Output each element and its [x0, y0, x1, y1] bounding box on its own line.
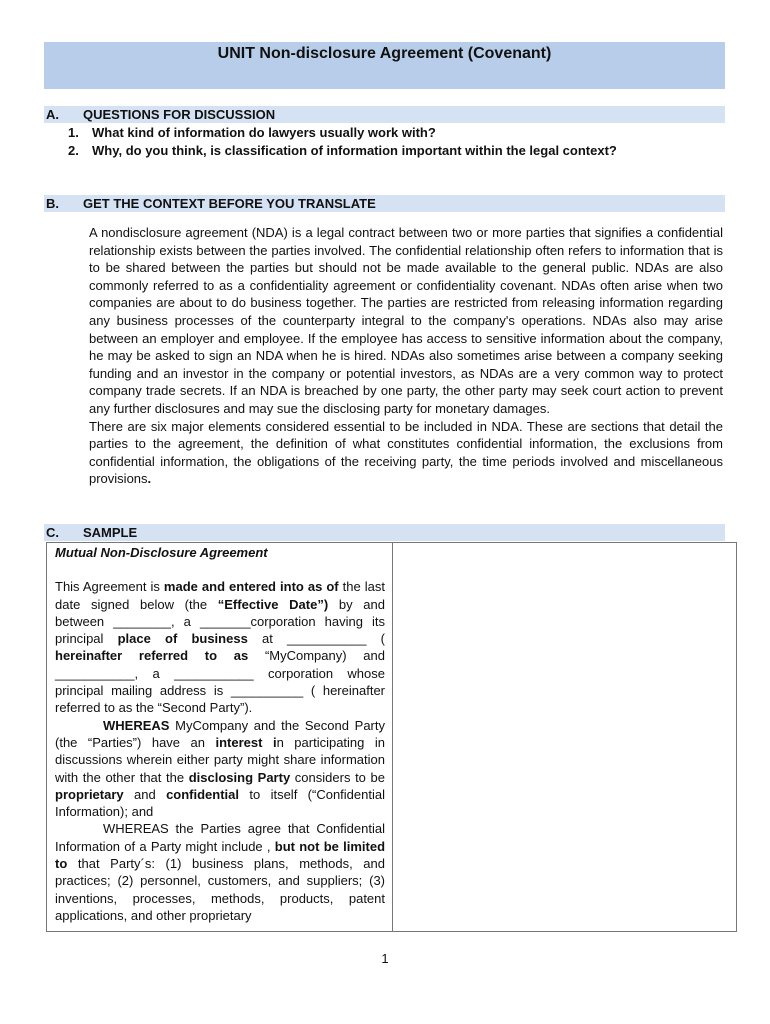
context-text [89, 224, 723, 488]
question-text: Why, do you think, is classification of information important within the legal context? [92, 143, 617, 158]
section-b-letter: B. [46, 196, 59, 211]
question-item [68, 124, 617, 142]
section-c-header [44, 524, 725, 541]
question-text: What kind of information do lawyers usually work with? [92, 125, 436, 140]
title-banner [44, 42, 725, 89]
section-a-letter: A. [46, 107, 59, 122]
question-item [68, 142, 617, 160]
section-a-header [44, 106, 725, 123]
page-number: 1 [381, 951, 389, 966]
question-number: 2. [68, 143, 79, 158]
questions-list [68, 124, 617, 160]
context-paragraph-1: A nondisclosure agreement (NDA) is a legal contract between two or more parties that signifies a confidential relationship exists between the parties involved. The confidential relationship often refers to information that is to be shared between the parties but should not be made available to the general public. NDAs are also commonly referred to as a confidentiality agreement or confidentiality covenant. NDAs often arise when two companies are about to do business together. The parties are restricted from releasing information regarding any business processes of the counterparty integral to the company's operations. NDAs also may arise between an employer and employee. If the employee has access to sensitive information about the company, he may be asked to sign an NDA when he is hired. NDAs also sometimes arise between a company seeking funding and an investor in the company or potential investors, as NDAs are a very common way to protect company trade secrets. If an NDA is breached by one party, the other party may seek court action to prevent any further disclosures and may sue the disclosing party for monetary damages. [89, 225, 723, 416]
agreement-title: Mutual Non-Disclosure Agreement [55, 545, 268, 560]
section-c-title: SAMPLE [83, 525, 138, 540]
section-c-letter: C. [46, 525, 59, 540]
context-paragraph-2 [89, 418, 723, 488]
sample-left-cell [55, 544, 385, 924]
table-column-divider [392, 543, 393, 931]
question-number: 1. [68, 125, 79, 140]
agreement-paragraph-2: WHEREAS MyCompany and the Second Party (the “Parties”) have an interest in participating in discussions wherein either party might share information with the other that the disclosing Party considers to be proprietary and confidential to itself (“Confidential Information); and [55, 717, 385, 820]
section-b-header [44, 195, 725, 212]
page-title: UNIT Non-disclosure Agreement (Covenant) [217, 45, 552, 62]
agreement-paragraph-1: This Agreement is made and entered into as of the last date signed below (the “Effective Date”) by and between ________, a _______corporation having its principal place of business at ___________ ( hereinafter referred to as “MyCompany) and ___________, a ___________ corporation whose principal mailing address is __________ ( hereinafter referred to as the “Second Party”). [55, 579, 385, 716]
sample-table [46, 542, 737, 932]
section-b-title: GET THE CONTEXT BEFORE YOU TRANSLATE [83, 196, 376, 211]
context-paragraph-2-period: . [147, 471, 152, 487]
context-paragraph-2-text: There are six major elements considered essential to be included in NDA. These are sections that detail the parties to the agreement, the definition of what constitutes confidential information, the exclusions from confidential information, the obligations of the receiving party, the time periods involved and miscellaneous provisions [89, 418, 723, 487]
agreement-paragraph-3: WHEREAS the Parties agree that Confidential Information of a Party might include , but not be limited to that Party´s: (1) business plans, methods, and practices; (2) personnel, customers, and suppliers; (3) inventions, processes, methods, products, patent applications, and other proprietary [55, 821, 386, 923]
section-a-title: QUESTIONS FOR DISCUSSION [83, 107, 276, 122]
